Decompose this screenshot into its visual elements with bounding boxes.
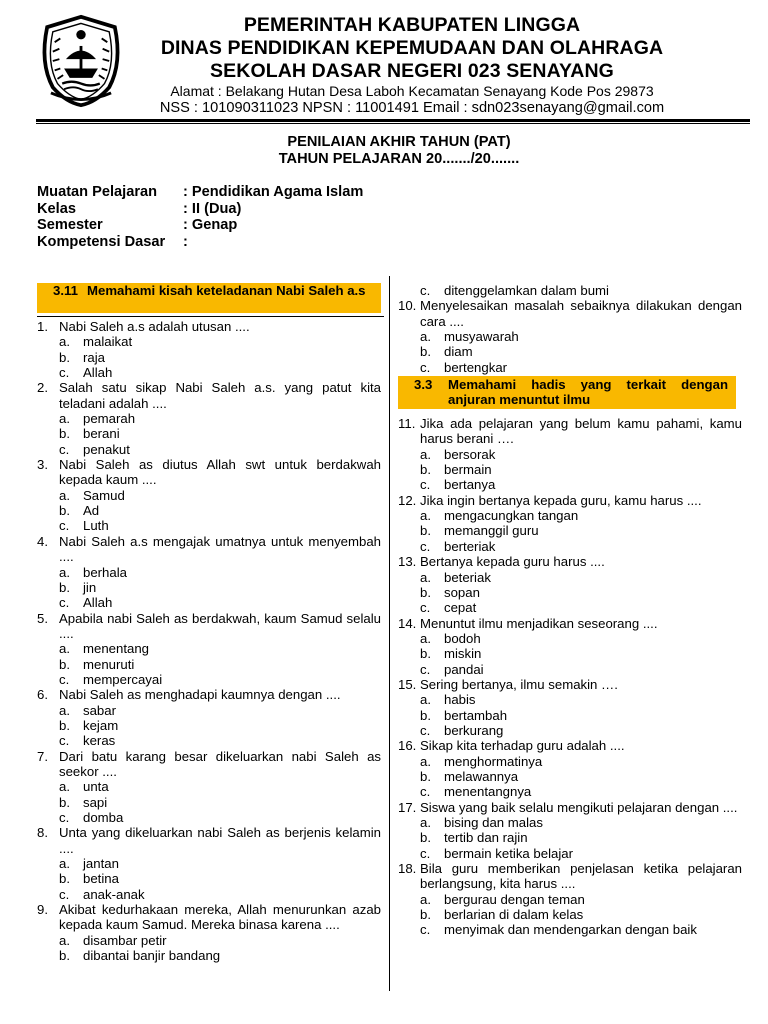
option-text: menentang	[83, 641, 149, 657]
option-text: sapi	[83, 794, 108, 810]
competency-banner-3-11: 3.11 Memahami kisah keteladanan Nabi Saleh a.s	[37, 283, 381, 313]
answer-option	[398, 477, 742, 492]
question-text: Sering bertanya, ilmu semakin ….	[420, 676, 618, 692]
question-text: Bila guru memberikan penjelasan ketika pelajaran berlangsung, kita harus ....	[420, 861, 742, 892]
header-rule-thin	[36, 123, 750, 124]
answer-option	[37, 411, 381, 426]
answer-option	[398, 329, 742, 344]
exam-title	[0, 134, 768, 168]
option-text: pemarah	[83, 411, 136, 427]
answer-option	[37, 334, 381, 349]
department-name: DINAS PENDIDIKAN KEPEMUDAAN DAN OLAHRAGA	[160, 37, 664, 59]
option-text: dibantai banjir bandang	[83, 948, 221, 964]
option-letter: b.	[59, 579, 70, 595]
question-text: Nabi Saleh as menghadapi kaumnya dengan ....	[59, 687, 341, 703]
option-text: bertengkar	[444, 359, 508, 375]
option-text: Allah	[83, 595, 113, 611]
left-column	[37, 283, 381, 963]
answer-option	[37, 703, 381, 718]
question-text: Nabi Saleh as diutus Allah swt untuk berdakwah kepada kaum ....	[59, 457, 381, 488]
question-item	[398, 677, 742, 692]
question-number: 13.	[398, 554, 417, 570]
info-competency: Kompetensi Dasar :	[37, 233, 188, 250]
option-text: sopan	[444, 584, 480, 600]
question-number: 17.	[398, 799, 417, 815]
option-letter: c.	[420, 538, 431, 554]
question-number: 3.	[37, 457, 48, 473]
answer-option	[398, 754, 742, 769]
answer-option	[398, 784, 742, 799]
question-text: Siswa yang baik selalu mengikuti pelajaran dengan ....	[420, 799, 738, 815]
option-text: Allah	[83, 365, 113, 381]
option-text: berhala	[83, 564, 127, 580]
option-text: penakut	[83, 441, 130, 457]
option-text: Ad	[83, 503, 100, 519]
question-item	[398, 616, 742, 631]
question-number: 14.	[398, 615, 417, 631]
answer-option	[398, 846, 742, 861]
option-letter: c.	[59, 733, 70, 749]
option-letter: a.	[59, 487, 70, 503]
question-item	[398, 298, 742, 329]
option-text: cepat	[444, 600, 477, 616]
option-text: berkurang	[444, 722, 504, 738]
question-item	[37, 749, 381, 780]
answer-option	[398, 646, 742, 661]
option-letter: c.	[420, 845, 431, 861]
option-text: berteriak	[444, 538, 496, 554]
exam-name: PENILAIAN AKHIR TAHUN (PAT)	[287, 134, 511, 150]
answer-option	[398, 723, 742, 738]
option-text: Samud	[83, 487, 125, 503]
answer-option	[37, 657, 381, 672]
option-letter: b.	[59, 426, 70, 442]
question-item	[37, 825, 381, 856]
option-text: miskin	[444, 646, 482, 662]
question-number: 16.	[398, 738, 417, 754]
question-item	[37, 380, 381, 411]
question-number: 6.	[37, 687, 48, 703]
answer-option	[398, 662, 742, 677]
option-text: raja	[83, 349, 105, 365]
question-list-right-top	[398, 283, 742, 375]
question-item	[398, 800, 742, 815]
answer-option	[398, 344, 742, 359]
school-name: SEKOLAH DASAR NEGERI 023 SENAYANG	[210, 60, 614, 82]
answer-option	[398, 539, 742, 554]
answer-option	[37, 810, 381, 825]
question-text: Sikap kita terhadap guru adalah ....	[420, 738, 625, 754]
right-column	[398, 283, 742, 938]
question-number: 12.	[398, 492, 417, 508]
question-number: 2.	[37, 380, 48, 396]
answer-option	[37, 795, 381, 810]
option-text: malaikat	[83, 334, 133, 350]
option-text: menentangnya	[444, 784, 532, 800]
option-letter: c.	[420, 722, 431, 738]
option-text: mempercayai	[83, 671, 163, 687]
column-divider	[389, 276, 390, 991]
option-text: jantan	[83, 856, 119, 872]
question-text: Akibat kedurhakaan mereka, Allah menurunkan azab kepada kaum Samud. Mereka binasa karena ....	[59, 902, 381, 933]
option-letter: b.	[59, 503, 70, 519]
option-text: bermain ketika belajar	[444, 845, 574, 861]
answer-option	[398, 830, 742, 845]
option-letter: b.	[420, 523, 431, 539]
question-list-left	[37, 319, 381, 963]
question-item	[37, 457, 381, 488]
answer-option	[398, 631, 742, 646]
question-text: Jika ingin bertanya kepada guru, kamu harus ....	[420, 492, 702, 508]
answer-option	[37, 565, 381, 580]
option-letter: c.	[59, 810, 70, 825]
option-letter: c.	[420, 922, 431, 938]
option-letter: c.	[420, 477, 431, 493]
answer-option	[37, 350, 381, 365]
question-text: Nabi Saleh a.s adalah utusan ....	[59, 319, 250, 334]
option-text: bermain	[444, 462, 492, 478]
question-text: Menuntut ilmu menjadikan seseorang ....	[420, 615, 658, 631]
option-letter: a.	[420, 692, 431, 708]
option-text: bertambah	[444, 707, 508, 723]
answer-option	[398, 922, 742, 937]
option-letter: b.	[420, 584, 431, 600]
option-letter: a.	[59, 932, 70, 948]
option-text: domba	[83, 810, 124, 825]
header-rule-thick	[36, 119, 750, 122]
option-text: bodoh	[444, 630, 481, 646]
question-item	[398, 493, 742, 508]
option-letter: a.	[420, 329, 431, 345]
option-letter: a.	[420, 753, 431, 769]
option-letter: a.	[59, 411, 70, 427]
option-text: berani	[83, 426, 120, 442]
question-number: 11.	[398, 416, 416, 432]
answer-option	[398, 892, 742, 907]
option-letter: c.	[59, 441, 70, 457]
answer-option	[398, 708, 742, 723]
option-letter: c.	[420, 600, 431, 616]
option-letter: b.	[420, 646, 431, 662]
answer-option	[37, 871, 381, 886]
option-text: anak-anak	[83, 886, 145, 902]
answer-option	[398, 462, 742, 477]
answer-option	[37, 488, 381, 503]
option-text: berlarian di dalam kelas	[444, 907, 584, 923]
question-text: Nabi Saleh a.s mengajak umatnya untuk menyembah ....	[59, 533, 381, 565]
question-text: Menyelesaikan masalah sebaiknya dilakukan dengan cara ....	[420, 298, 742, 329]
option-text: bersorak	[444, 446, 496, 462]
letterhead	[0, 0, 768, 124]
answer-option	[398, 692, 742, 707]
answer-option	[398, 769, 742, 784]
option-letter: b.	[59, 948, 70, 964]
answer-option	[37, 503, 381, 518]
option-text: jin	[83, 579, 97, 595]
option-letter: c.	[59, 595, 70, 611]
question-item	[37, 687, 381, 702]
competency-banner-3-3: 3.3 Memahami hadis yang terkait dengan anjuran menuntut ilmu	[398, 376, 736, 409]
question-number: 10.	[398, 298, 417, 314]
answer-option	[37, 779, 381, 794]
question-item	[37, 611, 381, 642]
option-letter: c.	[59, 365, 70, 381]
answer-option	[398, 570, 742, 585]
option-text: pandai	[444, 661, 484, 677]
question-number: 7.	[37, 748, 48, 764]
answer-option	[37, 518, 381, 533]
question-number: 8.	[37, 825, 48, 841]
question-item	[37, 902, 381, 933]
answer-option	[37, 426, 381, 441]
question-item	[398, 416, 742, 447]
option-letter: c.	[420, 283, 431, 298]
question-text: Unta yang dikeluarkan nabi Saleh as berjenis kelamin ....	[59, 825, 381, 856]
option-letter: c.	[420, 784, 431, 800]
option-text: musyawarah	[444, 329, 519, 345]
option-letter: b.	[59, 349, 70, 365]
option-text: kejam	[83, 717, 119, 733]
option-text: menghormatinya	[444, 753, 543, 769]
option-text: betina	[83, 871, 119, 887]
option-letter: b.	[59, 656, 70, 672]
question-item	[398, 861, 742, 892]
school-address: Alamat : Belakang Hutan Desa Laboh Kecamatan Senayang Kode Pos 29873	[170, 83, 654, 99]
option-letter: c.	[59, 518, 70, 534]
answer-option	[37, 948, 381, 963]
question-number: 4.	[37, 533, 48, 549]
question-text: Salah satu sikap Nabi Saleh a.s. yang patut kita teladani adalah ....	[59, 380, 381, 411]
question-item	[37, 534, 381, 565]
option-text: bergurau dengan teman	[444, 891, 585, 907]
option-letter: c.	[59, 886, 70, 902]
option-letter: a.	[59, 856, 70, 872]
question-text: Bertanya kepada guru harus ....	[420, 554, 605, 570]
option-letter: c.	[420, 661, 431, 677]
exam-info	[37, 184, 363, 250]
exam-year: TAHUN PELAJARAN 20......./20.......	[278, 151, 520, 167]
question-text: Jika ada pelajaran yang belum kamu pahami, kamu harus berani ….	[420, 416, 742, 447]
option-letter: a.	[59, 779, 70, 795]
option-letter: a.	[420, 446, 431, 462]
answer-option	[37, 718, 381, 733]
option-text: ditenggelamkan dalam bumi	[444, 283, 609, 298]
answer-option	[37, 595, 381, 610]
option-letter: a.	[420, 815, 431, 830]
answer-option	[37, 672, 381, 687]
letterhead-text	[128, 14, 696, 117]
option-letter: b.	[420, 462, 431, 478]
question-list-right-bottom	[398, 416, 742, 938]
answer-option	[37, 887, 381, 902]
option-text: menuruti	[83, 656, 135, 672]
question-item	[398, 738, 742, 753]
answer-option	[37, 580, 381, 595]
info-semester: Semester : Genap	[37, 217, 238, 233]
option-letter: b.	[420, 768, 431, 784]
answer-option	[37, 733, 381, 748]
option-text: menyimak dan mendengarkan dengan baik	[444, 922, 697, 938]
option-text: keras	[83, 733, 116, 749]
option-text: bising dan malas	[444, 815, 543, 830]
option-letter: a.	[420, 891, 431, 907]
question-number: 15.	[398, 676, 417, 692]
option-letter: b.	[420, 707, 431, 723]
answer-option	[398, 600, 742, 615]
option-text: mengacungkan tangan	[444, 508, 579, 524]
option-text: melawannya	[444, 768, 519, 784]
answer-option	[398, 523, 742, 538]
info-class: Kelas : II (Dua)	[37, 200, 242, 217]
answer-option	[37, 856, 381, 871]
lingga-regency-seal-icon	[34, 14, 128, 108]
option-text: habis	[444, 692, 476, 708]
option-text: diam	[444, 344, 473, 360]
answer-option	[398, 283, 742, 298]
option-letter: a.	[420, 508, 431, 524]
government-name: PEMERINTAH KABUPATEN LINGGA	[243, 14, 581, 36]
option-letter: c.	[59, 671, 70, 687]
option-letter: a.	[59, 334, 70, 350]
option-letter: b.	[420, 830, 431, 846]
answer-option	[398, 447, 742, 462]
question-item	[37, 319, 381, 334]
school-contact: NSS : 101090311023 NPSN : 11001491 Email : sdn023senayang@gmail.com	[159, 100, 665, 116]
answer-option	[398, 585, 742, 600]
answer-option	[37, 442, 381, 457]
info-subject: Muatan Pelajaran : Pendidikan Agama Islam	[37, 184, 364, 200]
option-letter: a.	[59, 702, 70, 718]
option-letter: a.	[59, 641, 70, 657]
answer-option	[398, 815, 742, 830]
option-letter: a.	[420, 569, 431, 585]
option-text: disambar petir	[83, 932, 167, 948]
question-number: 1.	[37, 319, 48, 334]
option-text: memanggil guru	[444, 523, 539, 539]
option-letter: a.	[59, 564, 70, 580]
answer-option	[398, 508, 742, 523]
option-text: unta	[83, 779, 109, 795]
answer-option	[398, 907, 742, 922]
option-text: beteriak	[444, 569, 491, 585]
question-number: 9.	[37, 902, 48, 918]
question-number: 5.	[37, 610, 48, 626]
option-text: bertanya	[444, 477, 496, 493]
answer-option	[37, 933, 381, 948]
option-text: sabar	[83, 702, 116, 718]
question-text: Apabila nabi Saleh as berdakwah, kaum Samud selalu ....	[59, 610, 381, 641]
option-text: Luth	[83, 518, 109, 534]
option-letter: c.	[420, 359, 431, 375]
option-letter: b.	[420, 344, 431, 360]
option-letter: b.	[59, 794, 70, 810]
question-item	[398, 554, 742, 569]
answer-option	[37, 365, 381, 380]
question-number: 18.	[398, 861, 417, 877]
option-text: tertib dan rajin	[444, 830, 528, 846]
option-letter: b.	[59, 717, 70, 733]
answer-option	[398, 360, 742, 375]
question-text: Dari batu karang besar dikeluarkan nabi Saleh as seekor ....	[59, 748, 381, 779]
option-letter: b.	[420, 907, 431, 923]
option-letter: b.	[59, 871, 70, 887]
answer-option	[37, 641, 381, 656]
option-letter: a.	[420, 630, 431, 646]
